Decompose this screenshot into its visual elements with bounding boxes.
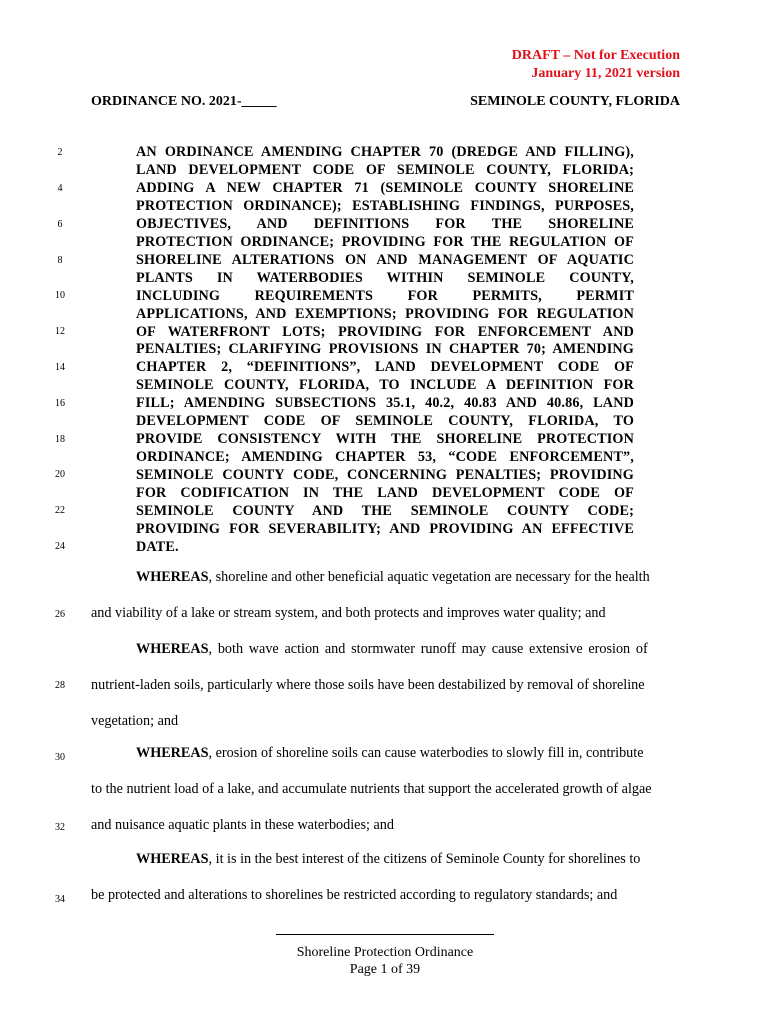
title-line: DATE. [136, 538, 179, 555]
footer-title: Shoreline Protection Ordinance [296, 945, 474, 960]
whereas-keyword: WHEREAS [136, 641, 209, 657]
whereas-line: vegetation; and [91, 713, 179, 729]
whereas-text: , both wave action and stormwater runoff may cause extensive erosion of [208, 641, 648, 657]
title-line: INCLUDING REQUIREMENTS FOR PERMITS, PERMIT [136, 287, 634, 304]
line-number: 6 [57, 219, 63, 230]
draft-notice [512, 47, 680, 83]
title-line: PROVIDE CONSISTENCY WITH THE SHORELINE PROTECTION [136, 431, 634, 448]
line-number: 22 [55, 505, 65, 516]
draft-notice-version: January 11, 2021 version [531, 66, 680, 81]
ordinance-title [136, 144, 634, 557]
line-number: 8 [57, 255, 63, 266]
title-line: PROVIDING FOR SEVERABILITY; AND PROVIDING AN EFFECTIVE [136, 521, 634, 538]
page-number: Page 1 of 39 [349, 962, 421, 977]
whereas-keyword: WHEREAS [136, 745, 209, 761]
title-line: ORDINANCE; AMENDING CHAPTER 53, “CODE ENFORCEMENT”, [136, 449, 634, 466]
title-line: PROTECTION ORDINANCE; PROVIDING FOR THE REGULATION OF [136, 233, 634, 250]
whereas-line [136, 641, 681, 658]
title-line: CHAPTER 2, “DEFINITIONS”, LAND DEVELOPMENT CODE OF [136, 359, 634, 376]
footer-divider [276, 934, 494, 935]
line-number: 20 [55, 469, 65, 480]
line-number: 32 [55, 822, 65, 833]
whereas-text: , it is in the best interest of the citizens of Seminole County for shorelines to [208, 851, 641, 867]
whereas-line: be protected and alterations to shorelines be restricted according to regulatory standards; and [91, 887, 618, 903]
line-number: 4 [57, 183, 63, 194]
whereas-text: , erosion of shoreline soils can cause waterbodies to slowly fill in, contribute [208, 745, 644, 761]
line-number: 18 [55, 434, 65, 445]
line-number: 10 [55, 290, 65, 301]
title-line: LAND DEVELOPMENT CODE OF SEMINOLE COUNTY, FLORIDA; [136, 161, 634, 178]
whereas-line [136, 745, 681, 762]
title-line: SEMINOLE COUNTY CODE, CONCERNING PENALTIES; PROVIDING [136, 467, 634, 484]
line-number: 16 [55, 398, 65, 409]
title-line: FOR CODIFICATION IN THE LAND DEVELOPMENT CODE OF [136, 485, 634, 502]
title-line: SHORELINE ALTERATIONS ON AND MANAGEMENT OF AQUATIC [136, 251, 634, 268]
line-number: 12 [55, 326, 65, 337]
title-line: OBJECTIVES, AND DEFINITIONS FOR THE SHORELINE [136, 215, 634, 232]
title-line: OF WATERFRONT LOTS; PROVIDING FOR ENFORCEMENT AND [136, 323, 634, 340]
title-line: ADDING A NEW CHAPTER 71 (SEMINOLE COUNTY SHORELINE [136, 179, 634, 196]
whereas-line: to the nutrient load of a lake, and accumulate nutrients that support the accelerated growth of algae [91, 781, 652, 797]
whereas-line [136, 851, 681, 868]
whereas-keyword: WHEREAS [136, 851, 209, 867]
line-number: 26 [55, 609, 65, 620]
line-number: 34 [55, 894, 65, 905]
line-number: 14 [55, 362, 65, 373]
title-line: SEMINOLE COUNTY, FLORIDA, TO INCLUDE A DEFINITION FOR [136, 377, 634, 394]
title-line: AN ORDINANCE AMENDING CHAPTER 70 (DREDGE AND FILLING), [136, 144, 634, 160]
title-line: PENALTIES; CLARIFYING PROVISIONS IN CHAPTER 70; AMENDING [136, 341, 634, 358]
title-line: DEVELOPMENT CODE OF SEMINOLE COUNTY, FLORIDA, TO [136, 413, 634, 430]
whereas-keyword: WHEREAS [136, 569, 209, 585]
draft-notice-line1: DRAFT – Not for Execution [511, 48, 680, 63]
line-number: 30 [55, 752, 65, 763]
line-number: 24 [55, 541, 65, 552]
whereas-line [136, 569, 681, 586]
ordinance-number: ORDINANCE NO. 2021-_____ [91, 94, 277, 109]
whereas-line: and viability of a lake or stream system, and both protects and improves water quality; and [91, 605, 606, 621]
title-line: PLANTS IN WATERBODIES WITHIN SEMINOLE COUNTY, [136, 269, 634, 286]
line-number: 2 [57, 147, 63, 158]
county-heading: SEMINOLE COUNTY, FLORIDA [470, 94, 680, 109]
line-number: 28 [55, 680, 65, 691]
whereas-line: and nuisance aquatic plants in these waterbodies; and [91, 817, 394, 833]
whereas-text: , shoreline and other beneficial aquatic vegetation are necessary for the health [208, 569, 650, 585]
title-line: SEMINOLE COUNTY AND THE SEMINOLE COUNTY CODE; [136, 503, 634, 520]
title-line: PROTECTION ORDINANCE); ESTABLISHING FINDINGS, PURPOSES, [136, 197, 634, 214]
title-line: FILL; AMENDING SUBSECTIONS 35.1, 40.2, 40.83 AND 40.86, LAND [136, 395, 634, 412]
title-line: APPLICATIONS, AND EXEMPTIONS; PROVIDING FOR REGULATION [136, 305, 634, 322]
whereas-line: nutrient-laden soils, particularly where those soils have been destabilized by removal of shoreline [91, 677, 645, 693]
